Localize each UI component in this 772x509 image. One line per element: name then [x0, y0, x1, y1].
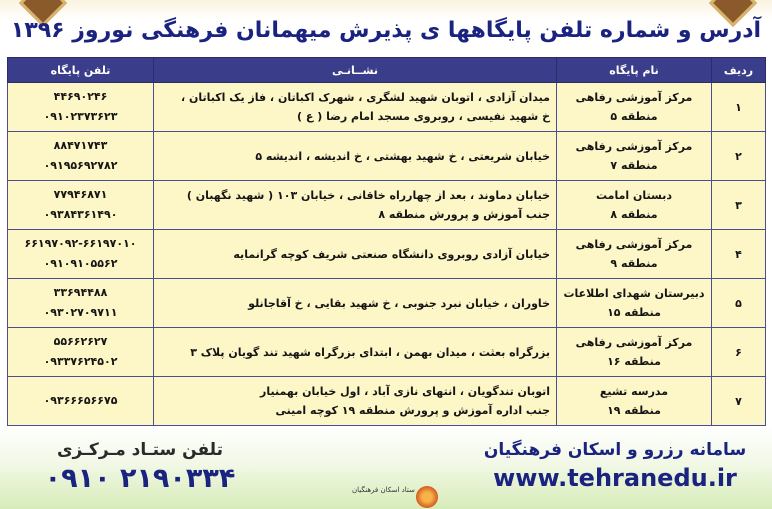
base-address — [154, 279, 557, 328]
reservation-system-label: سامانه رزرو و اسکان فرهنگیان — [483, 440, 747, 460]
base-region: منطقه ۵ — [610, 110, 658, 123]
table-header-row — [8, 58, 766, 83]
table-row — [8, 230, 766, 279]
table-row — [8, 83, 766, 132]
base-name-line: مرکز آموزشی رفاهی — [575, 238, 693, 251]
logo-caption: ستاد اسکان فرهنگیان — [352, 486, 415, 494]
address-line: بزرگراه بعثت ، میدان بهمن ، ابتدای بزرگراه شهید تند گویان پلاک ۳ — [190, 345, 550, 359]
base-address — [154, 181, 557, 230]
base-phone — [8, 328, 154, 377]
phone-line: ۸۸۴۷۱۷۴۳ — [53, 139, 108, 152]
base-name — [557, 377, 712, 426]
base-phone — [8, 132, 154, 181]
base-name-line: مدرسه تشیع — [599, 385, 669, 398]
address-line: خیابان دماوند ، بعد از چهارراه خاقانی ، خیابان ۱۰۳ ( شهید نگهبان ) — [186, 189, 550, 202]
address-line: خ شهید نفیسی ، روبروی مسجد امام رضا ( ع ) — [297, 110, 550, 123]
base-region: منطقه ۱۹ — [607, 404, 661, 417]
row-index: ۱ — [712, 83, 766, 132]
mobile-line: ۰۹۳۸۴۳۶۱۴۹۰ — [43, 208, 118, 221]
address-line: اتوبان تندگویان ، انتهای نازی آباد ، اول خیابان بهمنیار — [260, 385, 550, 398]
top-banner — [0, 0, 772, 20]
base-name — [557, 279, 712, 328]
table-row — [8, 279, 766, 328]
base-name-line: دبیرستان شهدای اطلاعات — [563, 287, 705, 300]
mobile-line: ۰۹۱۰۹۱۰۵۵۶۲ — [43, 257, 118, 270]
mobile-line: ۰۹۱۹۵۶۹۲۷۸۲ — [43, 159, 118, 172]
mobile-line: ۰۹۳۰۲۷۰۹۷۱۱ — [43, 306, 118, 319]
base-phone — [8, 377, 154, 426]
mobile-line: ۰۹۳۳۷۶۲۴۵۰۲ — [43, 355, 118, 368]
base-region: منطقه ۱۵ — [607, 306, 661, 319]
address-line: جنب آموزش و پرورش منطقه ۸ — [378, 208, 550, 221]
address-line: میدان آزادی ، اتوبان شهید لشگری ، شهرک اکباتان ، فاز یک اکباتان ، — [180, 91, 550, 104]
table-row — [8, 132, 766, 181]
base-name-line: مرکز آموزشی رفاهی — [575, 140, 693, 153]
phone-line: ۵۵۶۶۲۶۲۷ — [53, 335, 108, 348]
base-name — [557, 328, 712, 377]
base-phone — [8, 279, 154, 328]
table-row — [8, 328, 766, 377]
row-index: ۵ — [712, 279, 766, 328]
base-name-line: دبستان امامت — [596, 189, 672, 202]
column-header-phone: تلفن پایگاه — [8, 58, 154, 83]
mobile-line: ۰۹۱۰۲۳۷۳۶۲۳ — [43, 110, 118, 123]
base-phone — [8, 230, 154, 279]
phone-line: ۴۴۶۹۰۲۴۶ — [53, 90, 108, 103]
base-address — [154, 377, 557, 426]
row-index: ۶ — [712, 328, 766, 377]
table-row — [8, 181, 766, 230]
address-line: خیابان شریعتی ، خ شهید بهشتی ، خ اندیشه ، اندیشه ۵ — [255, 149, 550, 163]
base-name-line: مرکز آموزشی رفاهی — [575, 91, 693, 104]
column-header-name: نام پایگاه — [557, 58, 712, 83]
base-region: منطقه ۷ — [610, 159, 658, 172]
hq-phone-number: ۰۹۱۰ ۲۱۹۰۳۳۴ — [44, 463, 236, 494]
base-name-line: مرکز آموزشی رفاهی — [575, 336, 693, 349]
footer-logo — [352, 484, 472, 509]
column-header-index: ردیف — [712, 58, 766, 83]
base-address — [154, 132, 557, 181]
base-region: منطقه ۱۶ — [607, 355, 661, 368]
hq-phone-label: تلفن ستـاد مـرکـزی — [56, 440, 224, 460]
row-index: ۳ — [712, 181, 766, 230]
base-address — [154, 230, 557, 279]
row-index: ۲ — [712, 132, 766, 181]
base-address — [154, 328, 557, 377]
address-line: خاوران ، خیابان نبرد جنوبی ، خ شهید بقایی ، خ آقاجانلو — [248, 296, 550, 310]
row-index: ۴ — [712, 230, 766, 279]
row-index: ۷ — [712, 377, 766, 426]
phone-line: ۳۳۶۹۴۴۸۸ — [53, 286, 108, 299]
base-address — [154, 83, 557, 132]
flower-emblem-icon — [416, 486, 438, 508]
column-header-address: نشــانـی — [154, 58, 557, 83]
table-row — [8, 377, 766, 426]
base-region: منطقه ۸ — [610, 208, 658, 221]
address-line: خیابان آزادی روبروی دانشگاه صنعتی شریف کوچه گرانمایه — [233, 247, 550, 261]
phone-line: ۰۹۳۶۶۶۵۶۶۷۵ — [43, 394, 118, 407]
base-phone — [8, 83, 154, 132]
website-link[interactable]: www.tehranedu.ir — [493, 464, 737, 492]
bases-table — [7, 57, 766, 426]
base-region: منطقه ۹ — [610, 257, 658, 270]
page-title: آدرس و شماره تلفن پایگاهها ی پذیرش میهمانان فرهنگی نوروز ۱۳۹۶ — [10, 18, 762, 43]
base-name — [557, 181, 712, 230]
base-name — [557, 132, 712, 181]
base-phone — [8, 181, 154, 230]
base-name — [557, 83, 712, 132]
address-line: جنب اداره آموزش و پرورش منطقه ۱۹ کوچه امینی — [275, 404, 550, 417]
base-name — [557, 230, 712, 279]
phone-line: ۶۶۱۹۷۰۹۲-۶۶۱۹۷۰۱۰ — [24, 237, 137, 250]
phone-line: ۷۷۹۴۶۸۷۱ — [53, 188, 108, 201]
